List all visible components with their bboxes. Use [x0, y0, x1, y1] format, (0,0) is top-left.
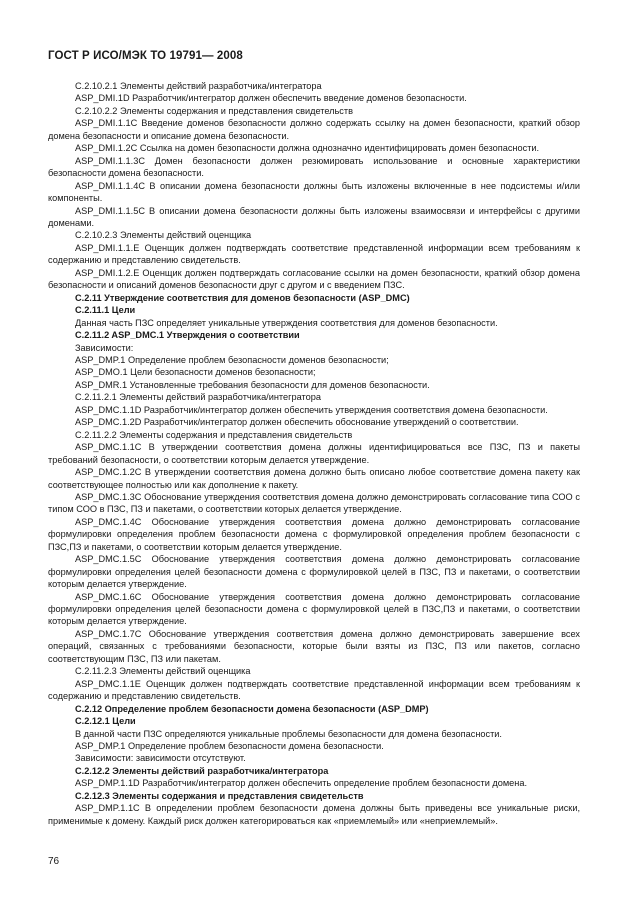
section-heading: C.2.12.2 Элементы действий разработчика/интегратора — [75, 765, 329, 776]
paragraph: ASP_DMC.1.1E Оценщик должен подтверждать соответствие представленной информации всем требованиям к содержанию и представлению свидетельств. — [48, 678, 580, 702]
paragraph: ASP_DMC.1.6C Обоснование утверждения соответствия домена должно демонстрировать согласование формулировки определения целей безопасности домена с формулировкой целей в ПЗС,ПЗ и пакетами, о соответствии которым делается утверждение. — [48, 591, 580, 627]
paragraph: ASP_DMI.1.2C Ссылка на домен безопасности должна однозначно идентифицировать домен безопасности. — [75, 143, 540, 154]
paragraph: ASP_DMC.1.3C Обоснование утверждения соответствия домена должно демонстрировать согласование типа СОО с типом СОО в ПЗС, ПЗ и пакетами, о соответствии которых делается утверждение. — [48, 491, 580, 515]
document-body — [48, 80, 580, 827]
paragraph: ASP_DMC.1.4C Обоснование утверждения соответствия домена должно демонстрировать согласование формулировки определения проблем безопасности домена с формулировкой определения проблем безопасности с ПЗС,ПЗ и пакетами, о соответствии которым делается утверждение. — [48, 516, 580, 552]
paragraph: ASP_DMO.1 Цели безопасности доменов безопасности; — [75, 367, 316, 378]
paragraph: ASP_DMP.1.1C В определении проблем безопасности домена должны быть приведены все уникальные риски, применимые к домену. Каждый риск должен категорироваться как «приемлемый» или «неприемлемый». — [48, 803, 580, 826]
paragraph: В данной части ПЗС определяются уникальные проблемы безопасности для домена безопасности. — [75, 728, 502, 739]
paragraph: ASP_DMR.1 Установленные требования безопасности для доменов безопасности. — [75, 379, 430, 390]
section-heading: C.2.11.1 Цели — [75, 305, 136, 316]
paragraph: ASP_DMI.1.2.E Оценщик должен подтверждать согласование ссылки на домен безопасности, краткий обзор домена безопасности и описаний доменов безопасности друг с другом и с введением ПЗС. — [48, 267, 580, 291]
page-number: 76 — [48, 856, 60, 867]
paragraph: C.2.10.2.2 Элементы содержания и представления свидетельств — [75, 105, 353, 116]
paragraph: C.2.11.2.1 Элементы действий разработчика/интегратора — [75, 392, 321, 403]
paragraph: ASP_DMC.1.1D Разработчик/интегратор должен обеспечить утверждения соответствия домена безопасности. — [75, 404, 548, 415]
section-heading: C.2.12 Определение проблем безопасности домена безопасности (ASP_DMP) — [75, 703, 429, 714]
paragraph: Зависимости: зависимости отсутствуют. — [75, 753, 246, 764]
paragraph: ASP_DMI.1.1.5C В описании домена безопасности должны быть изложены взаимосвязи и интерфейсы с другими доменами. — [48, 205, 580, 228]
section-heading: C.2.11 Утверждение соответствия для доменов безопасности (ASP_DMC) — [75, 292, 410, 303]
paragraph: ASP_DMC.1.1C В утверждении соответствия домена должны идентифицироваться все ПЗС, ПЗ и пакеты требований безопасности, о соответствии которым делается утверждение. — [48, 442, 580, 465]
paragraph: ASP_DMI.1.1C Введение доменов безопасности должно содержать ссылку на домен безопасности, краткий обзор домена безопасности и описание домена безопасности. — [48, 118, 580, 141]
paragraph: C.2.10.2.1 Элементы действий разработчика/интегратора — [75, 81, 322, 91]
paragraph: ASP_DMC.1.7C Обоснование утверждения соответствия домена должно демонстрировать завершение всех операций, связанных с требованиями безопасности, которые были взяты из ПЗС, ПЗ или пакетов, согласно соответствующим ПЗС, ПЗ или пакетам. — [48, 628, 580, 664]
paragraph: ASP_DMC.1.2D Разработчик/интегратор должен обеспечить обоснование утверждений о соответствии. — [75, 417, 519, 428]
paragraph: Зависимости: — [75, 342, 134, 353]
paragraph: ASP_DMI.1.1.3C Домен безопасности должен резюмировать использование и основные характеристики безопасности домена безопасности. — [48, 155, 580, 179]
paragraph: ASP_DMP.1 Определение проблем безопасности домена безопасности. — [75, 741, 384, 752]
paragraph: ASP_DMI.1D Разработчик/интегратор должен обеспечить введение доменов безопасности. — [75, 93, 467, 104]
section-heading: C.2.12.3 Элементы содержания и представления свидетельств — [75, 790, 364, 801]
paragraph: Данная часть ПЗС определяет уникальные утверждения соответствия для доменов безопасности. — [75, 317, 498, 328]
paragraph: ASP_DMP.1 Определение проблем безопасности доменов безопасности; — [75, 354, 389, 365]
paragraph: ASP_DMP.1.1D Разработчик/интегратор должен обеспечить определение проблем безопасности домена. — [75, 778, 528, 789]
document-header: ГОСТ Р ИСО/МЭК ТО 19791— 2008 — [48, 50, 243, 62]
paragraph: ASP_DMC.1.5C Обоснование утверждения соответствия домена должно демонстрировать согласование формулировки определения целей безопасности домена с формулировкой целей в ПЗС, ПЗ и пакетами, о соответствии которым делается утверждение. — [48, 554, 580, 590]
section-heading: C.2.11.2 ASP_DMC.1 Утверждения о соответствии — [75, 330, 300, 341]
paragraph: C.2.11.2.2 Элементы содержания и представления свидетельств — [75, 429, 353, 440]
paragraph: C.2.10.2.3 Элементы действий оценщика — [75, 230, 252, 241]
paragraph: C.2.11.2.3 Элементы действий оценщика — [75, 666, 251, 677]
section-heading: C.2.12.1 Цели — [75, 716, 136, 727]
paragraph: ASP_DMI.1.1.E Оценщик должен подтверждать соответствие представленной информации всем требованиям к содержанию и представлению свидетельств. — [48, 242, 580, 266]
paragraph: ASP_DMI.1.1.4C В описании домена безопасности должны быть изложены включенные в нее подсистемы и/или компоненты. — [48, 180, 580, 204]
paragraph: ASP_DMC.1.2C В утверждении соответствия домена должно быть описано любое соответствие домена пакету как соответствующее полностью или как дополнение к пакету. — [48, 467, 580, 490]
